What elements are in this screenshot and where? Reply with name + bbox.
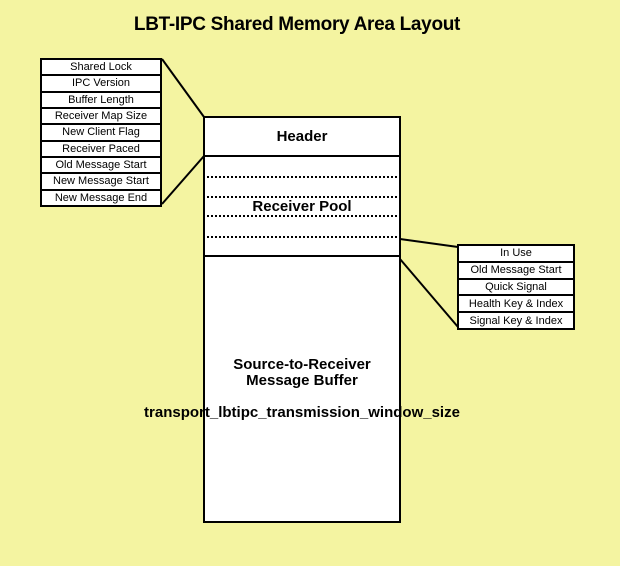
config-option-label: transport_lbtipc_transmission_window_size [144,404,460,421]
diagram-title: LBT-IPC Shared Memory Area Layout [133,14,461,35]
header-field-row: New Client Flag [42,125,160,141]
message-buffer-box [205,257,399,521]
connector-header-bottom-line [162,156,204,204]
connector-pool-top-line [400,239,458,247]
message-buffer-label [203,357,401,389]
header-field-row: New Message Start [42,174,160,190]
header-box [205,118,399,157]
receiver-pool-box [205,157,399,257]
pool-divider-dotted-line [207,176,397,178]
message-buffer-label-line2: Message Buffer [246,372,358,389]
pool-divider-dotted-line [207,215,397,217]
pool-slot-field-row: Quick Signal [459,280,573,297]
pool-divider-dotted-line [207,196,397,198]
pool-slot-field-row: Health Key & Index [459,296,573,313]
header-field-row: Receiver Map Size [42,109,160,125]
shared-memory-column [203,116,401,523]
header-fields-table [40,58,162,207]
pool-slot-field-row: Signal Key & Index [459,313,573,328]
header-box-label: Header [276,128,328,145]
connector-pool-bottom-line [400,259,458,327]
pool-slot-field-row: In Use [459,246,573,263]
header-field-row: New Message End [42,191,160,205]
pool-slot-fields-table [457,244,575,330]
connector-header-top-line [162,59,204,117]
header-field-row: Buffer Length [42,93,160,109]
pool-slot-field-row: Old Message Start [459,263,573,280]
header-field-row: Old Message Start [42,158,160,174]
pool-divider-dotted-line [207,236,397,238]
header-field-row: IPC Version [42,76,160,92]
receiver-pool-label: Receiver Pool [252,197,352,215]
header-field-row: Receiver Paced [42,142,160,158]
message-buffer-label-line1: Source-to-Receiver [233,356,371,373]
header-field-row: Shared Lock [42,60,160,76]
